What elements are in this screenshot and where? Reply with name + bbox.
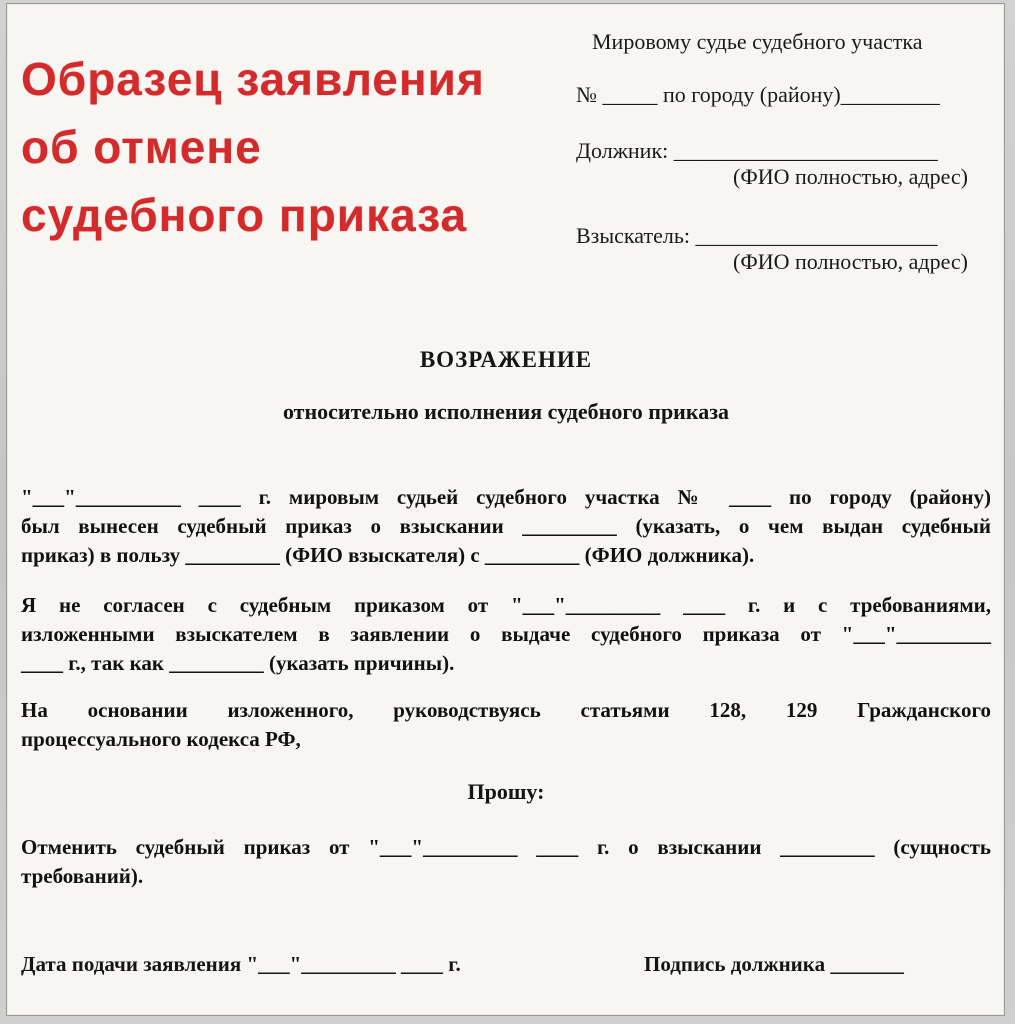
paragraph-line: На основании изложенного, руководствуясь статьями 128, 129 Гражданского — [21, 698, 991, 722]
document-footer — [21, 952, 991, 982]
banner-line-2: об отмене — [21, 121, 262, 173]
paragraph-line: ____ г., так как _________ (указать причины). — [21, 651, 455, 675]
claimant-line: Взыскатель: ______________________ — [576, 223, 938, 248]
paragraph-legal-basis — [21, 696, 991, 754]
document-title: ВОЗРАЖЕНИЕ — [419, 347, 593, 372]
red-banner-title — [21, 45, 561, 249]
debtor-line: Должник: ________________________ — [576, 138, 938, 163]
paragraph-line: "___"__________ ____ г. мировым судьей судебного участка № ____ по городу (району) — [21, 485, 991, 509]
paragraph-disagreement — [21, 591, 991, 678]
paragraph-line: приказ) в пользу _________ (ФИО взыскателя) с _________ (ФИО должника). — [21, 543, 755, 567]
paragraph-line: требований). — [21, 864, 144, 888]
document-page — [6, 3, 1005, 1016]
filing-date-line: Дата подачи заявления "___"_________ ____ г. — [21, 952, 461, 976]
paragraph-line: Я не согласен с судебным приказом от "___"_________ ____ г. и с требованиями, — [21, 593, 991, 617]
document-subtitle: относительно исполнения судебного приказа — [282, 399, 730, 424]
paragraph-line: Отменить судебный приказ от "___"_________ ____ г. о взыскании _________ (сущность — [21, 835, 991, 859]
addressee-line: Мировому судье судебного участка — [592, 29, 923, 54]
paragraph-line: изложенными взыскателем в заявлении о выдаче судебного приказа от "___"_________ — [21, 622, 991, 646]
paragraph-line: был вынесен судебный приказ о взыскании _________ (указать, о чем выдан судебный — [21, 514, 991, 538]
banner-line-1: Образец заявления — [21, 53, 485, 105]
paragraph-line: процессуального кодекса РФ, — [21, 727, 301, 751]
debtor-signature-line: Подпись должника _______ — [644, 952, 904, 976]
claimant-hint: (ФИО полностью, адрес) — [733, 249, 968, 274]
request-heading: Прошу: — [467, 779, 545, 804]
court-number-line: № _____ по городу (району)_________ — [576, 82, 940, 107]
debtor-hint: (ФИО полностью, адрес) — [733, 164, 968, 189]
banner-line-3: судебного приказа — [21, 189, 468, 241]
paragraph-request — [21, 833, 991, 891]
paragraph-order-issued — [21, 483, 991, 570]
